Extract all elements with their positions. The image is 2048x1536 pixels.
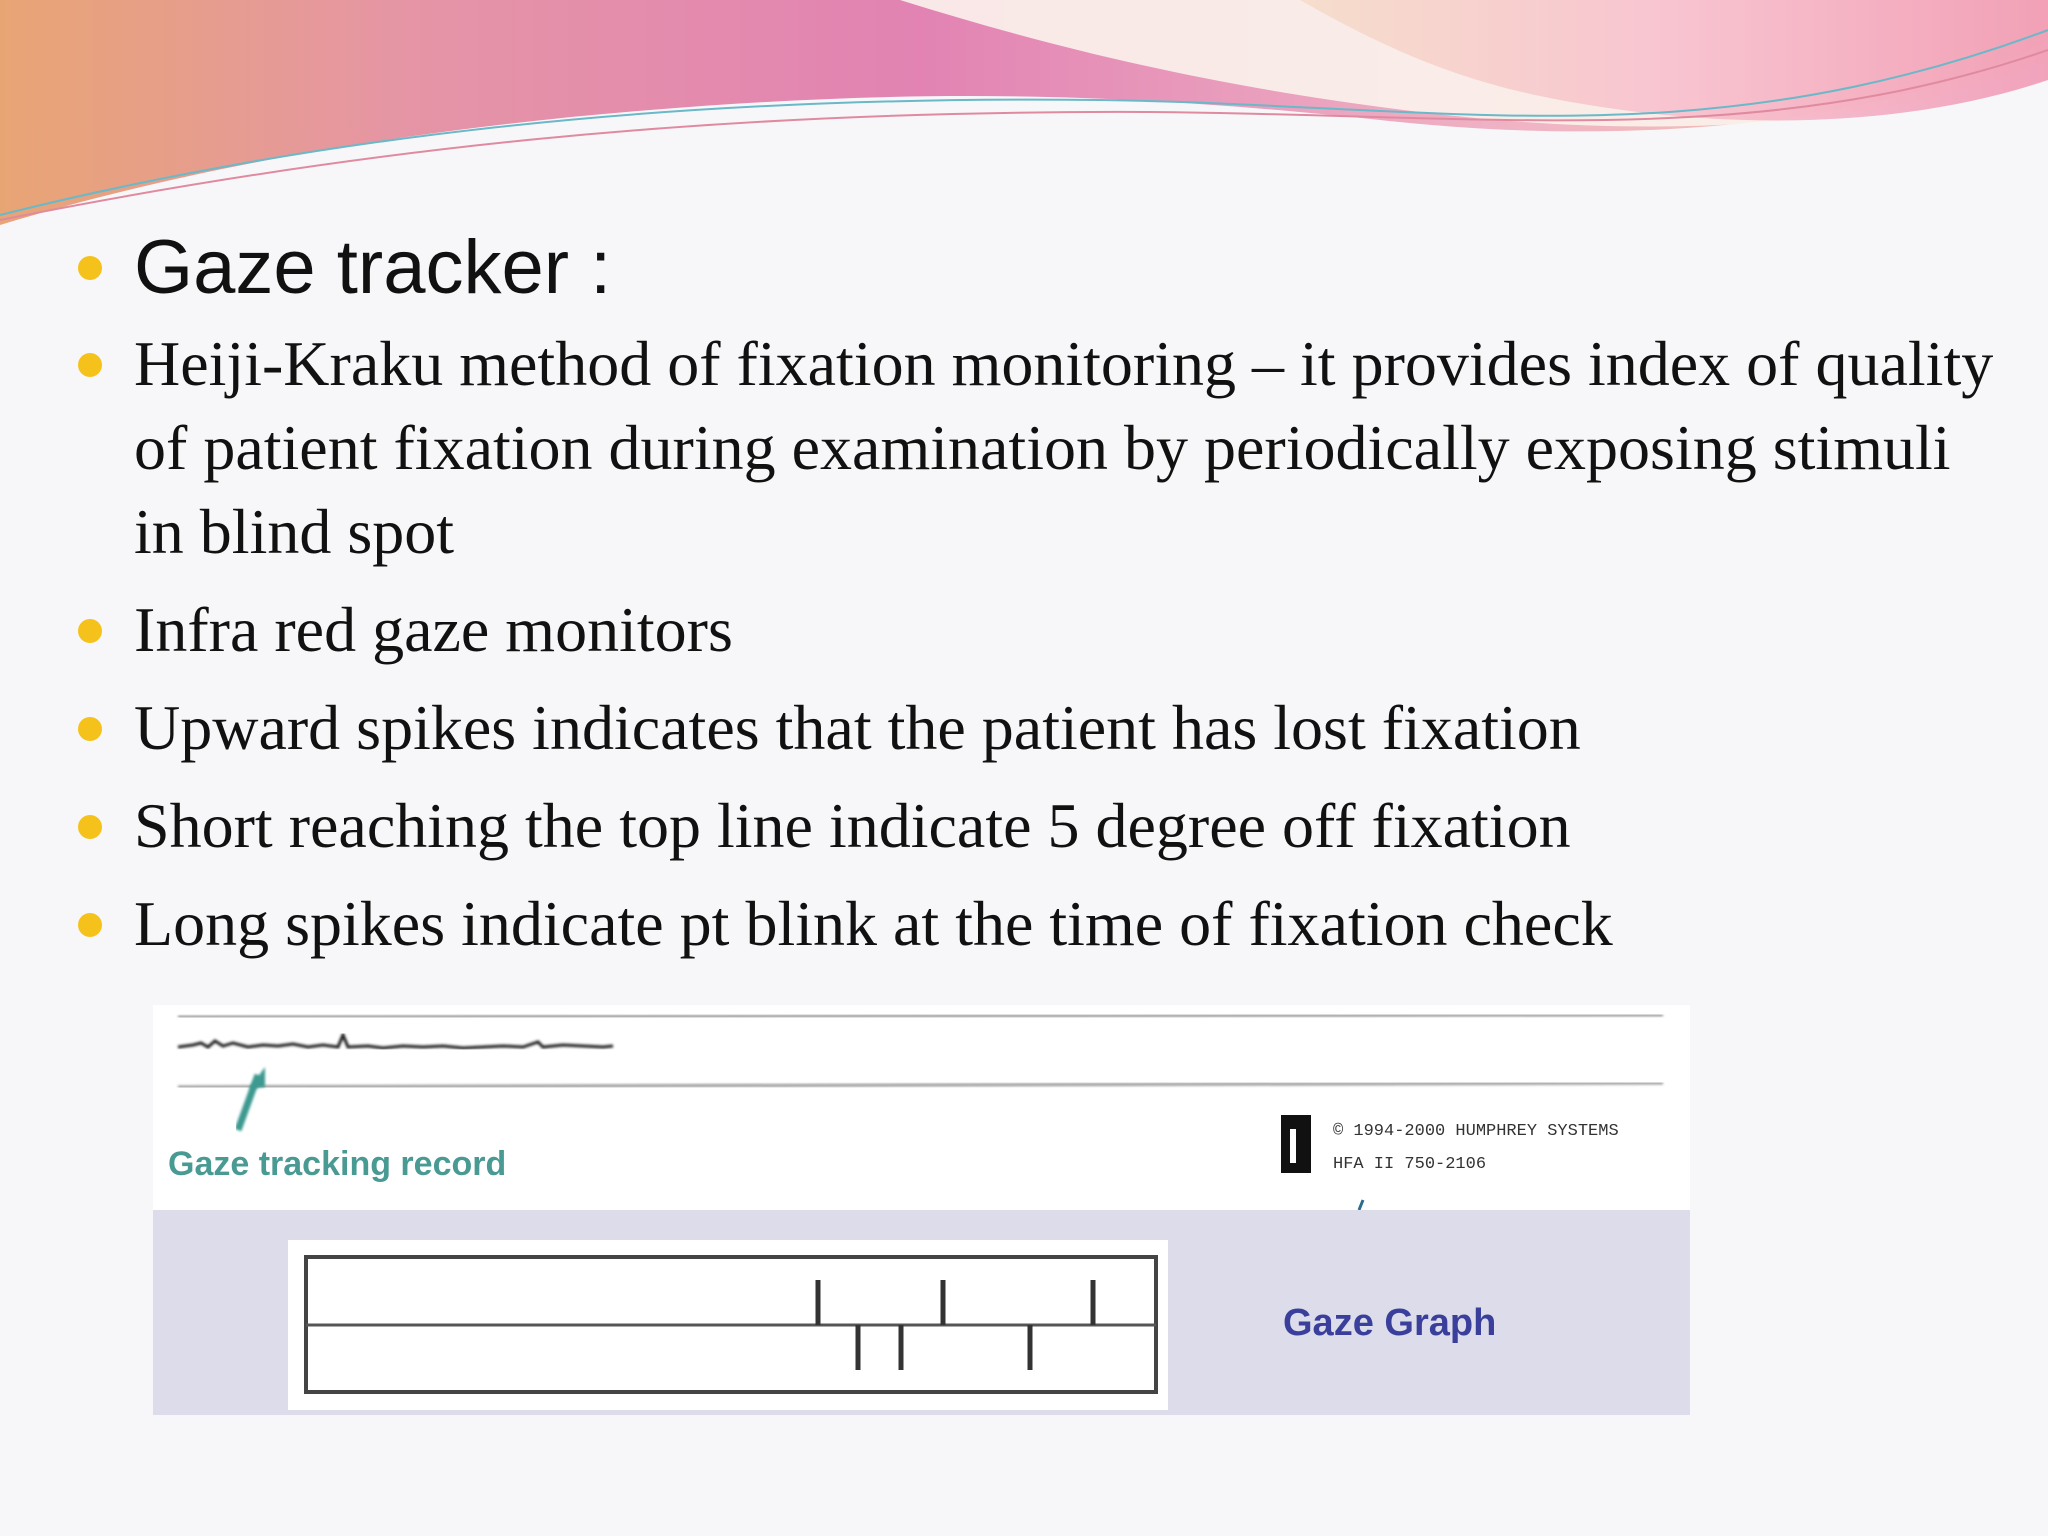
- bullet-dot-icon: [78, 717, 102, 741]
- bullet-text: Infra red gaze monitors: [134, 594, 733, 665]
- bullet-item-gaze-tracker: [70, 220, 2010, 316]
- header-wave-decoration: [0, 0, 2048, 240]
- bullet-item-upward-spikes: [70, 686, 2010, 770]
- copyright-text-line2: HFA II 750-2106: [1333, 1155, 1487, 1174]
- bullet-dot-icon: [78, 815, 102, 839]
- bullet-dot-icon: [78, 619, 102, 643]
- bullet-text: Gaze tracker :: [134, 225, 612, 310]
- bullet-item-short-spikes: [70, 784, 2010, 868]
- bullet-text: Upward spikes indicates that the patient has lost fixation: [134, 692, 1581, 763]
- bullet-item-heiji-kraku: [70, 322, 2010, 574]
- gaze-graph-label: Gaze Graph: [1283, 1302, 1497, 1344]
- gaze-figure-image: [153, 1005, 1690, 1415]
- gaze-figure-svg: [153, 1005, 1690, 1415]
- bullet-dot-icon: [78, 913, 102, 937]
- bullet-text: Short reaching the top line indicate 5 degree off fixation: [134, 790, 1571, 861]
- bullet-item-infrared: [70, 588, 2010, 672]
- bullet-list: [70, 220, 2010, 980]
- bullet-item-long-spikes: [70, 882, 2010, 966]
- gaze-tracking-record-label: Gaze tracking record: [168, 1145, 507, 1183]
- bullet-text: Heiji-Kraku method of fixation monitoring – it provides index of quality of patient fixation during examination by periodically exposing stimuli in blind spot: [134, 328, 1994, 567]
- bullet-text: Long spikes indicate pt blink at the time of fixation check: [134, 888, 1613, 959]
- copyright-text-line1: © 1994-2000 HUMPHREY SYSTEMS: [1333, 1122, 1619, 1141]
- bullet-dot-icon: [78, 256, 102, 280]
- bullet-dot-icon: [78, 353, 102, 377]
